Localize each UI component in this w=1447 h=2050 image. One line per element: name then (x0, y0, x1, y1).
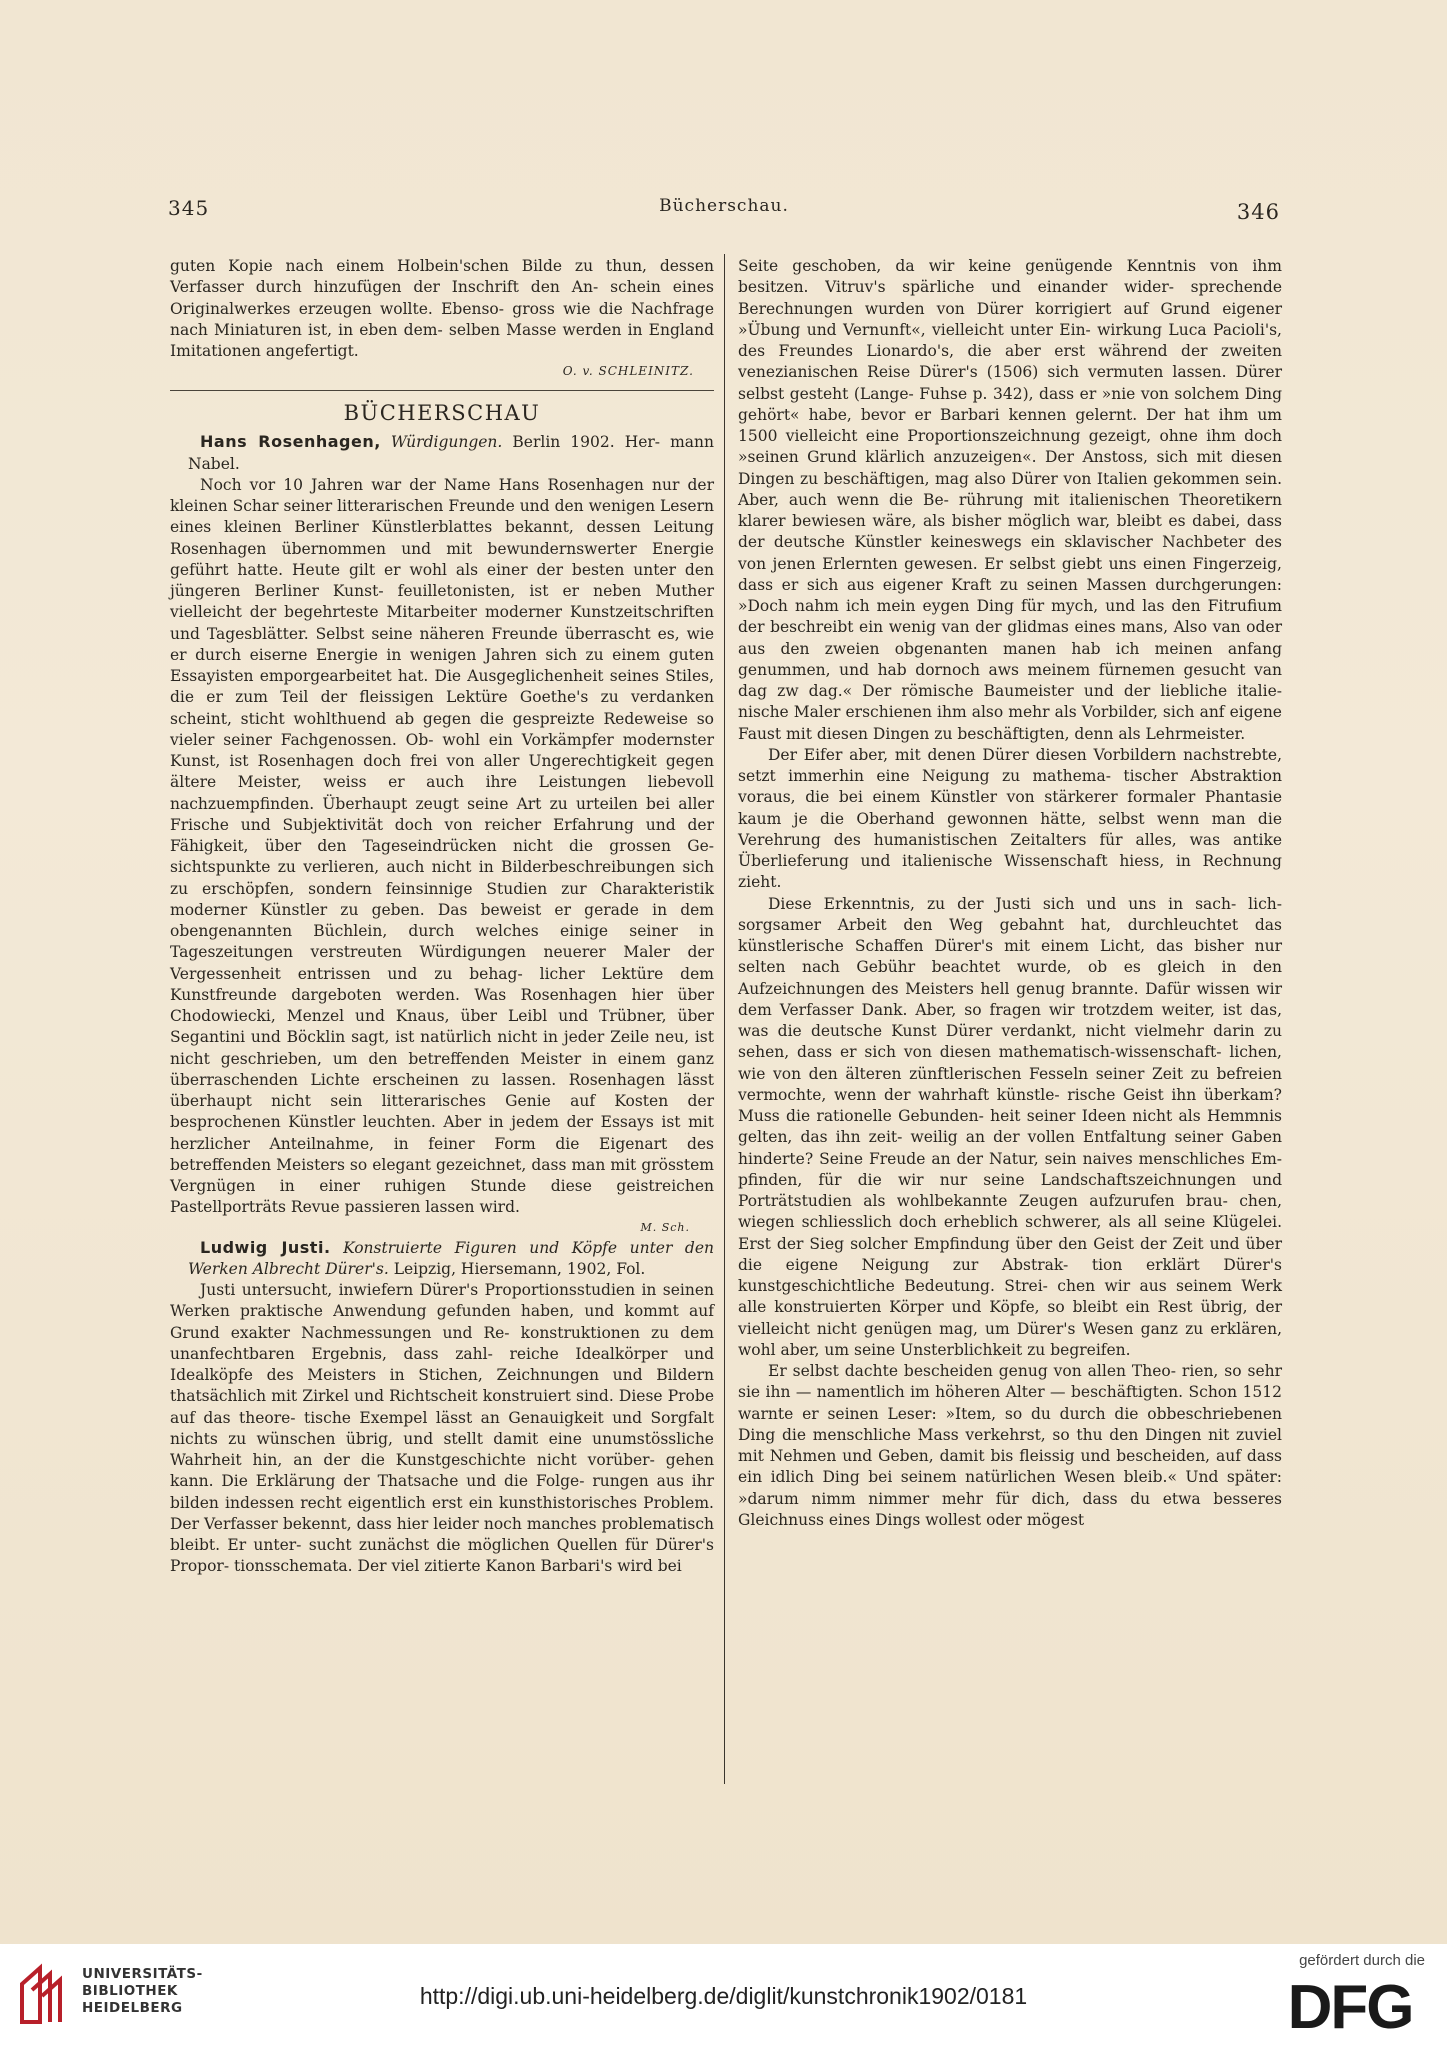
intro-paragraph: guten Kopie nach einem Holbein'schen Bilde zu thun, dessen Verfasser durch hinzufügen der Inschrift den An- schein eines Originalwerkes erzeugen wollte. Ebenso- gross wie die Nachfrage nach Miniaturen ist, in eben dem- selben Masse werden in England Imitationen angefertigt. (170, 257, 714, 360)
page-header (168, 196, 1280, 236)
section-heading: BÜCHERSCHAU (343, 401, 541, 426)
digital-library-footer (0, 1944, 1447, 2050)
entry-title: Konstruierte Figuren und Köpfe unter (343, 1238, 673, 1257)
paragraph-2: Der Eifer aber, mit denen Dürer diesen Vorbildern nachstrebte, setzt immerhin eine Neigung zu mathema- tischer Abstraktion voraus, die bei einem Künstler von stärkerer formaler Phantasie kaum je die Oberhand gewonnen hätte, selbst wenn man die Verehrung des humanistischen Zeitalters für alles, was antike Überlieferung und italienische Wissenschaft hiess, in Rechnung zieht. (738, 745, 1283, 892)
dfg-logo-lettering: DFG (1287, 1974, 1413, 2036)
entry-imprint: Leipzig, Hiersemann, (393, 1259, 562, 1278)
section-rule (170, 390, 714, 391)
left-column (170, 256, 714, 1578)
right-column (738, 256, 1282, 1531)
paragraph-3: Diese Erkenntnis, zu der Justi sich und uns in sach- lich-sorgsamer Arbeit den Weg gebahnt hat, durchleuchtet das künstlerische Schaffen Dürer's mit einem Licht, das bisher nur selten nach Gebühr beachtet wurde, ob es gleich in den Aufzeichnungen des Meisters hell genug brannte. Dafür wissen wir dem Verfasser Dank. Aber, so fragen wir trotzdem weiter, ist das, was die deutsche Kunst Dürer verdankt, nicht vielmehr darin zu sehen, dass er sich von diesen mathematisch-wissenschaft- lichen, wie von den älteren zünftlerischen Fesseln seiner Zeit zu befreien vermochte, wenn der wahrhaft künstle- rische Geist ihn überkam? Muss die rationelle Gebunden- heit seiner Ideen nicht als Hemmnis gelten, das ihn zeit- weilig an der vollen Entfaltung seiner Gaben hinderte? Seine Freude an der Natur, sein naives menschliches Em- pfinden, für die wir nur seine Landschaftszeichnungen und Porträtstudien als wohlbekannte Zeugen aufzurufen brau- chen, wiegen schliesslich doch erheblich schwerer, als all seine Klügelei. Erst der Sieg solcher Empfindung über den Geist der Zeit und über die eigene Neigung zur Abstrak- tion erklärt Dürer's kunstgeschichtliche Bedeutung. Strei- chen wir aus seinem Werk alle konstruierten Körper und Köpfe, so bleibt ein Rest übrig, der vielleicht nicht genügen mag, um Dürer's Wesen ganz zu erklären, wohl aber, um seine Unsterblichkeit zu begreifen. (738, 894, 1283, 1359)
funded-by-label: gefördert durch die (1299, 1952, 1425, 1969)
permalink-url[interactable]: http://digi.ub.uni-heidelberg.de/diglit/kunstchronik1902/0181 (419, 1983, 1028, 2009)
entry-heading-rosenhagen: Hans Rosenhagen, Würdigungen. Berlin 1902. Her- mann Nabel. (188, 432, 714, 473)
review-rosenhagen: Noch vor 10 Jahren war der Name Hans Rosenhagen nur der kleinen Schar seiner litterarischen Freunde und den wenigen Lesern eines kleinen Berliner Künstlerblattes bekannt, dessen Leitung Rosenhagen übernommen und mit bewundernswerter Energie geführt hatte. Heute gilt er wohl als einer der besten unter den jüngeren Berliner Kunst- feuilletonisten, ist er neben Muther vielleicht der begehrteste Mitarbeiter moderner Kunstzeitschriften und Tagesblätter. Selbst seine näheren Freunde überrascht es, wie er durch eiserne Energie in wenigen Jahren sich zu einem guten Essayisten emporgearbeitet hat. Die Ausgeglichenheit seines Stiles, die er zum Teil der fleissigen Lektüre Goethe's zu verdanken scheint, sticht wohlthuend ab gegen die gespreizte Redeweise so vieler seiner Fachgenossen. Ob- wohl ein Vorkämpfer modernster Kunst, ist Rosenhagen doch frei von aller Ungerechtigkeit gegen ältere Meister, weiss er auch ihre Leistungen liebevoll nachzuempfinden. Überhaupt zeugt seine Art zu urteilen bei aller Frische und Subjektivität doch von reicher Erfahrung und der Fähigkeit, über den Tageseindrücken nicht die grossen Ge- sichtspunkte zu verlieren, auch nicht in Bilderbeschreibungen sich zu erschöpfen, sondern feinsinnige Studien zur Charakteristik moderner Künstler zu geben. Das beweist er gerade in dem obengenannten Büchlein, durch welches einige seiner in Tageszeitungen verstreuten Würdigungen neuerer Maler der Vergessenheit entrissen und zu behag- licher Lektüre dem Kunstfreunde dargeboten werden. Was Rosenhagen hier über Chodowiecki, Menzel und Knaus, über Leibl und Trübner, über Segantini und Böcklin sagt, ist natürlich nicht in jeder Zeile neu, ist nicht geschrieben, um den betreffenden Meister in einem ganz überraschenden Lichte erscheinen zu lassen. Rosenhagen lässt überhaupt nicht sein litterarisches Genie auf Kosten der besprochenen Künstler leuchten. Aber in jedem der Essays ist mit herzlicher Anteilnahme, in feiner Form die Eigenart des betreffenden Meisters so elegant gezeichnet, dass man mit grösstem Vergnügen in einer ruhigen Stunde diese geistreichen Pastellporträts Revue passieren lassen wird. (170, 475, 715, 1217)
running-title: Bücherschau. (659, 196, 789, 216)
entry-author: Hans Rosenhagen, (200, 432, 381, 452)
review-signature: M. Sch. (640, 1220, 690, 1234)
dfg-logo[interactable] (1275, 1974, 1425, 2036)
page-number-left: 345 (168, 196, 210, 220)
entry-title: Würdigungen. (390, 433, 503, 452)
page-number-right: 346 (1236, 200, 1280, 224)
paragraph-1: Seite geschoben, da wir keine genügende Kenntnis von ihm besitzen. Vitruv's spärliche und einander wider- sprechende Berechnungen wurden von Dürer korrigiert auf Grund eigener »Übung und Vernunft«, vielleicht unter Ein- wirkung Luca Pacioli's, des Freundes Lionardo's, die aber erst während der zweiten venezianischen Reise Dürer's (1506) sich vermuten lassen. Dürer selbst gesteht (Lange- Fuhse p. 342), dass er »nie von solchem Ding gehört« habe, bevor er Barbari kennen gelernt. Der hat ihm um 1500 vielleicht eine Proportionszeichnung gezeigt, ohne ihm doch »seinen Grund klärlich anzuzeigen«. Der Anstoss, sich mit diesen Dingen zu beschäftigen, mag also Dürer von Italien gekommen sein. Aber, auch wenn die Be- rührung mit italienischen Theoretikern klarer bewiesen wäre, als bisher möglich war, bleibt es dabei, dass der deutsche Künstler keineswegs ein sklavischer Nachbeter des von jenen Erlernten gewesen. Er selbst giebt uns einen Fingerzeig, dass er sich aus eigener Kraft zu seinen Massen durchgerungen: »Doch nahm ich mein eygen Ding für mych, und las den Fitrufium der beschreibt ein wenig van der glidmas eines mans, Also van oder aus den zweien obgenanten manen hab ich meinen anfang genummen, und hab dornoch aws meinem fürnemen gesucht van dag zw dag.« Der römische Baumeister und der liebliche italie- nische Maler erschienen ihm also mehr als Vorbilder, sich anf eigene Faust mit diesen Dingen zu beschäftigten, denn als Lehrmeister. (738, 257, 1283, 743)
intro-signature: O. v. SCHLEINITZ. (562, 364, 694, 379)
column-divider (724, 254, 725, 1784)
library-name: UNIVERSITÄTS- BIBLIOTHEK HEIDELBERG (82, 1966, 203, 2016)
review-justi: Justi untersucht, inwiefern Dürer's Proportionsstudien in seinen Werken praktische Anwendung gefunden haben, und kommt auf Grund exakter Nachmessungen und Re- konstruktionen zu dem unanfechtbaren Ergebnis, dass zahl- reiche Idealkörper und Idealköpfe des Meisters in Stichen, Zeichnungen und Bildern thatsächlich mit Zirkel und Richtscheit konstruiert sind. Diese Probe auf das theore- tische Exempel lässt an Genauigkeit und Sorgfalt nichts zu wünschen übrig, und stellt damit eine unumstössliche Wahrheit hin, an der die Kunstgeschichte nicht vorüber- gehen kann. Die Erklärung der Thatsache und die Folge- rungen aus ihr bilden indessen recht eigentlich erst ein kunsthistorisches Problem. Der Verfasser bekennt, dass hier leider noch manches problematisch bleibt. Er unter- sucht zunächst die möglichen Quellen für Dürer's Propor- tionsschemata. Der viel zitierte Kanon Barbari's wird bei (170, 1281, 715, 1576)
paragraph-4: Er selbst dachte bescheiden genug von allen Theo- rien, so sehr sie ihn — namentlich im höheren Alter — beschäftigten. Schon 1512 warnte er seinen Leser: »Item, so du durch die obbeschriebenen Ding die menschliche Mass verkehrst, so thu den Dingen nit zuviel mit Nehmen und Geben, damit bis fleissig und bescheiden, auf dass ein idlich Ding bei seinem natürlichen Wesen bleib.« Und später: »darum nimm nimmer mehr für dich, dass du etwa besseres Gleichnuss eines Dings wollest oder mögest (738, 1362, 1283, 1529)
entry-imprint: Berlin 1902. Her- (512, 433, 661, 452)
entry-heading-justi: Ludwig Justi. Konstruierte Figuren und Köpfe unter den Werken Albrecht Dürer's. Leipzig, Hiersemann, 1902, Fol. (188, 1237, 714, 1278)
entry-author: Ludwig Justi. (200, 1237, 331, 1257)
